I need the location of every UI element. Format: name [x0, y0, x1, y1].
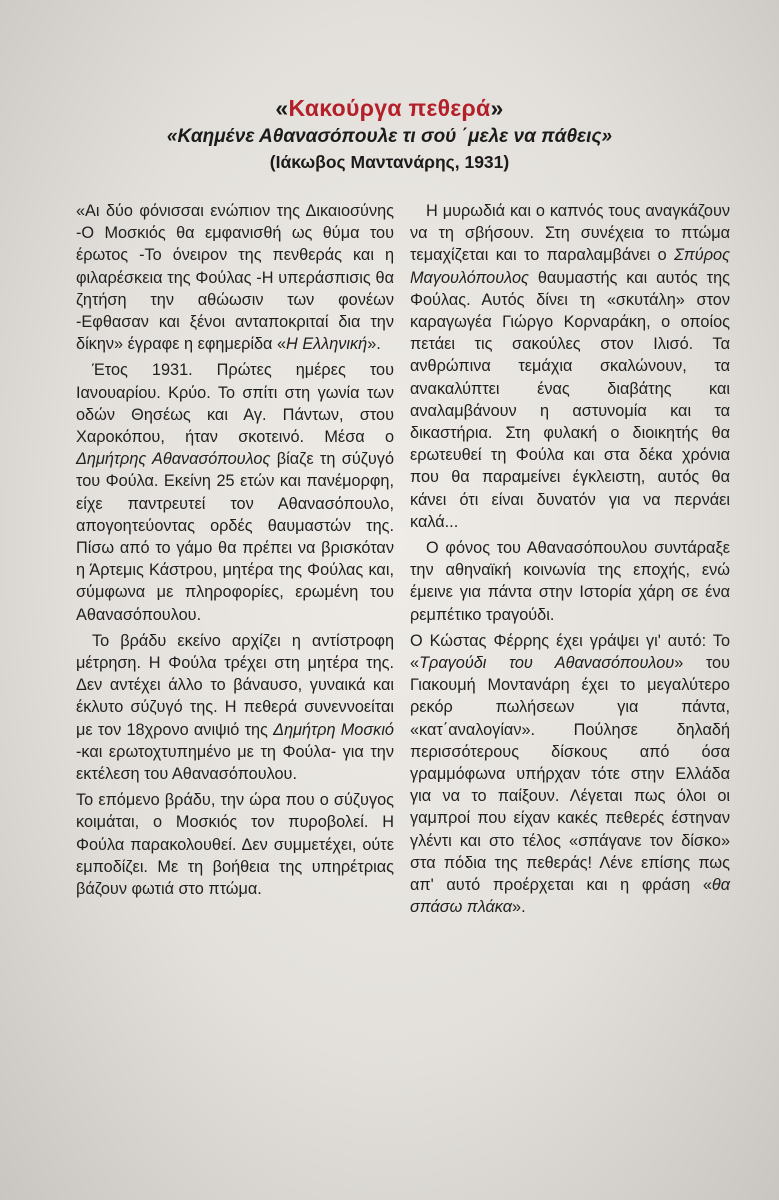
right-p3-emphasis: Τραγούδι του Αθανασόπουλου: [419, 654, 675, 673]
left-paragraph-2: [76, 359, 394, 625]
panel-source: (Ιάκωβος Μαντανάρης, 1931): [269, 152, 510, 172]
title-close-quote: »: [490, 95, 504, 121]
panel-title: [0, 95, 779, 122]
right-p3-emphasis-2: θα σπάσω πλάκα: [410, 876, 730, 917]
left-p2-text-a: Έτος 1931. Πρώτες ημέρες του Ιανουαρίου. Κρύο. Το σπίτι στη γωνία των οδών Θησέως και Αγ. Πάντων, στου Χαροκόπου, ήταν σκοτεινό. Μέσα ο: [76, 361, 394, 447]
left-p2-emphasis: Δημήτρης Αθανασόπουλος: [76, 450, 271, 469]
right-p3-text-b: » του Γιακουμή Μοντανάρη έχει το μεγαλύτερο ρεκόρ πωλήσεων για πάντα, «κατ΄αναλογίαν». Πούλησε δηλαδή περισσότερους δίσκους από όσα γραμμόφωνα υπήρχαν τότε στην Ελλάδα για να το παίξουν. Λέγεται πως όλοι οι γαμπροί που είχαν κακές πεθερές έστηναν γλέντι και στο τέλος «σπάγανε τον δίσκο» στα πόδια της πεθεράς! Λένε επίσης πως απ' αυτό προέρχεται και η φράση «: [410, 654, 730, 895]
left-p3-text-a: Το βράδυ εκείνο αρχίζει η αντίστροφη μέτρηση. Η Φούλα τρέχει στη μητέρα της. Δεν αντέχει άλλο το βάναυσο, γυναικά και έκλυτο σύζυγό της. Η πεθερά συνεννοείται με τον 18χρονο ανιψιό της: [76, 631, 394, 739]
left-p3-text-b: -και ερωτοχτυπημένο με τη Φούλα- για την εκτέλεση του Αθανασόπουλου.: [76, 742, 394, 784]
panel-header: [0, 95, 779, 173]
right-paragraph-1: [410, 200, 730, 533]
right-paragraph-2: Ο φόνος του Αθανασόπουλου συντάραξε την αθηναϊκή κοινωνία της εποχής, ενώ έμεινε για πάντα στην Ιστορία χάρη σε ένα ρεμπέτικο τραγούδι.: [410, 539, 730, 624]
right-p1-text-a: Η μυρωδιά και ο καπνός τους αναγκάζουν να τη σβήσουν. Στη συνέχεια το πτώμα τεμαχίζεται και το παραλαμβάνει ο: [410, 202, 730, 265]
right-paragraph-3: [410, 630, 730, 919]
left-p3-emphasis: Δημήτρη Μοσκιό: [273, 720, 394, 739]
right-p3-text-a: Ο Κώστας Φέρρης έχει γράψει γι' αυτό: Το «: [410, 631, 730, 673]
left-column: [76, 200, 394, 904]
title-open-quote: «: [275, 95, 289, 121]
right-p1-text-b: θαυμαστής και αυτός της Φούλας. Αυτός δίνει τη «σκυτάλη» στον καραγωγέα Γιώργο Κορναράκη, ο οποίος πετάει τις σακούλες στον Ιλισό. Τα ανθρώπινα τεμάχια σκαλώνουν, τα ανακαλύπτει ένας διαβάτης και αναλαμβάνουν η αστυνομία και τα δικαστήρια. Στη φυλακή ο διοικητής θα ερωτευθεί τη Φούλα και στα δέκα χρόνια που θα παραμείνει έγκλειστη, αυτός θα κάνει ότι είναι δυνατόν για να περνάει καλά...: [410, 268, 730, 531]
right-column: [410, 200, 730, 923]
left-paragraph-4: Το επόμενο βράδυ, την ώρα που ο σύζυγος κοιμάται, ο Μοσκιός τον πυροβολεί. Η Φούλα παρακολουθεί. Δεν συμμετέχει, ούτε εμποδίζει. Με τη βοήθεια της υπηρέτριας βάζουν φωτιά στο πτώμα.: [76, 791, 394, 899]
title-text: Κακούργα πεθερά: [288, 95, 491, 121]
panel-subtitle: «Καημένε Αθανασόπουλε τι σού ΄μελε να πάθεις»: [166, 126, 613, 147]
left-p1-text-b: ».: [367, 335, 381, 354]
left-p1-text-a: «Αι δύο φόνισσαι ενώπιον της Δικαιοσύνης -Ο Μοσκιός θα εμφανισθή ως θύμα του έρωτος -Το όνειρον της πενθεράς και η φιλαρέσκεια της Φούλας -Η υπεράσπισις θα ζητήση την αθώωσιν των φονέων -Εφθασαν και ξένοι ανταποκριταί δια την δίκην» έγραφε η εφημερίδα «: [76, 202, 394, 354]
right-p1-emphasis: Σπύρος Μαγουλόπουλος: [410, 246, 730, 287]
left-p1-emphasis: Η Ελληνική: [286, 335, 368, 354]
left-paragraph-1: [76, 200, 394, 355]
right-p3-text-c: ».: [512, 898, 526, 917]
left-p2-text-b: βίαζε τη σύζυγό του Φούλα. Εκείνη 25 ετών και πανέμορφη, είχε παντρευτεί τον Αθανασόπουλο, απογοητεύοντας ορδές θαυμαστών της. Πίσω από το γάμο θα πρέπει να βρισκόταν η Άρτεμις Κάστρου, μητέρα της Φούλας και, σύμφωνα με πληροφορίες, ερωμένη του Αθανασόπουλου.: [76, 450, 394, 624]
left-paragraph-3: [76, 630, 394, 785]
